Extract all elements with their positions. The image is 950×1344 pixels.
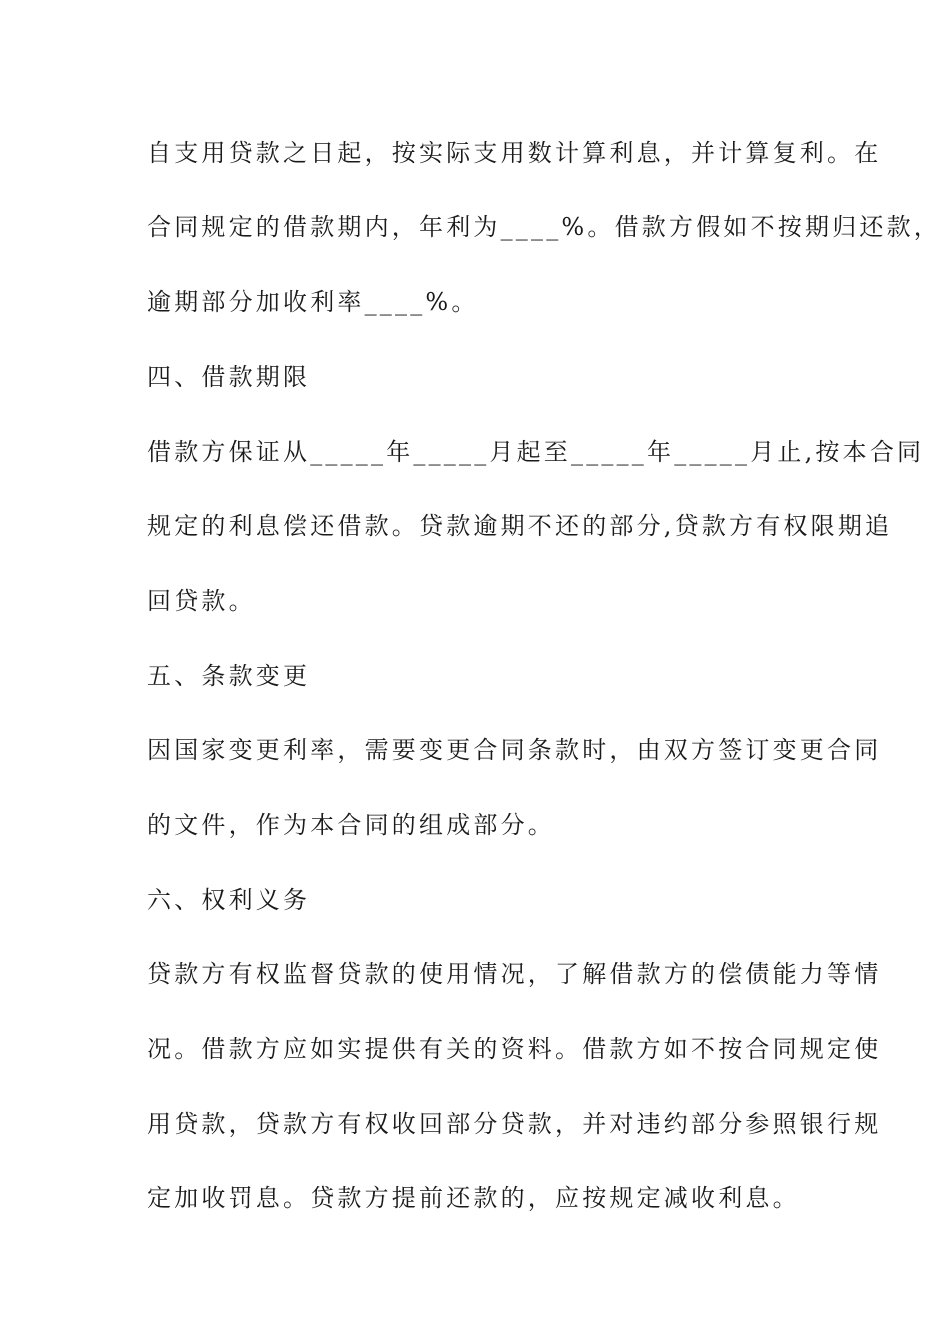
paragraph-line: 逾期部分加收利率____%。 bbox=[147, 288, 479, 316]
section-heading: 四、借款期限 bbox=[147, 363, 311, 391]
paragraph-line: 定加收罚息。贷款方提前还款的，应按规定减收利息。 bbox=[147, 1184, 800, 1212]
section-heading: 五、条款变更 bbox=[147, 662, 311, 690]
paragraph-line: 自支用贷款之日起，按实际支用数计算利息，并计算复利。在 bbox=[147, 139, 882, 167]
paragraph-line: 用贷款，贷款方有权收回部分贷款，并对违约部分参照银行规 bbox=[147, 1110, 882, 1138]
paragraph-line: 贷款方有权监督贷款的使用情况，了解借款方的偿债能力等情 bbox=[147, 960, 882, 988]
paragraph-line: 借款方保证从_____年_____月起至_____年_____月止,按本合同 bbox=[147, 438, 925, 466]
paragraph-line: 况。借款方应如实提供有关的资料。借款方如不按合同规定使 bbox=[147, 1035, 882, 1063]
section-heading: 六、权利义务 bbox=[147, 886, 311, 914]
paragraph-line: 的文件，作为本合同的组成部分。 bbox=[147, 811, 555, 839]
paragraph-line: 回贷款。 bbox=[147, 587, 256, 615]
paragraph-line: 因国家变更利率，需要变更合同条款时，由双方签订变更合同 bbox=[147, 736, 882, 764]
paragraph-line: 合同规定的借款期内，年利为____%。借款方假如不按期归还款， bbox=[147, 213, 942, 241]
paragraph-line: 规定的利息偿还借款。贷款逾期不还的部分,贷款方有权限期追 bbox=[147, 512, 893, 540]
